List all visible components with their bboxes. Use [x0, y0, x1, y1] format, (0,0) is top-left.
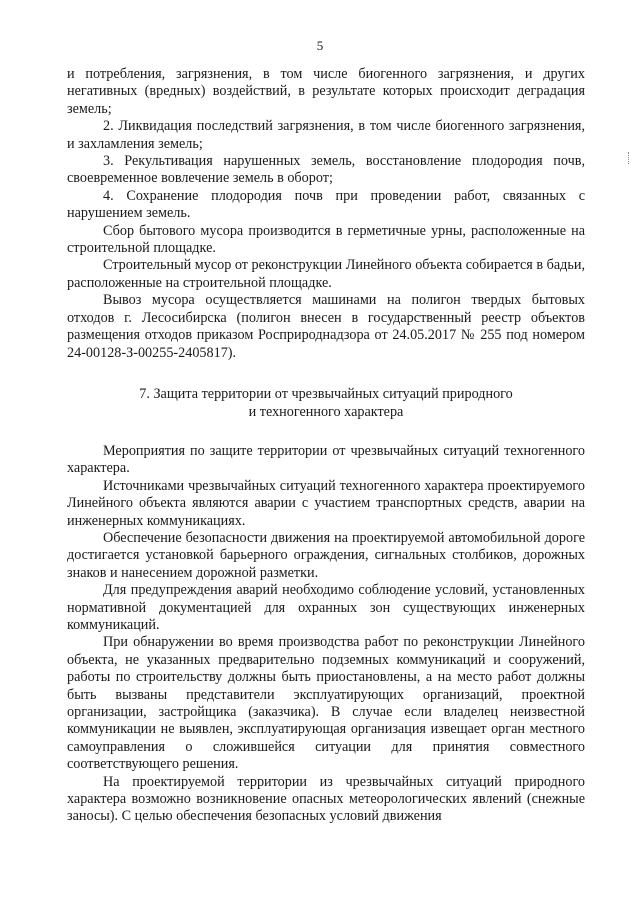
paragraph-natural-hazards: На проектируемой территории из чрезвычайных ситуаций природного характера возможно возникновение опасных метеорологических явлений (снежные заносы). С целью обеспечения безопасных условий движения [67, 773, 585, 825]
paragraph-measures: Мероприятия по защите территории от чрезвычайных ситуаций техногенного характера. [67, 442, 585, 477]
paragraph-item-2: 2. Ликвидация последствий загрязнения, в том числе биогенного загрязнения, и захламления земель; [67, 118, 585, 152]
paragraph-item-4: 4. Сохранение плодородия почв при проведении работ, связанных с нарушением земель. [67, 187, 585, 222]
section-heading [67, 385, 585, 421]
paragraph-traffic-safety: Обеспечение безопасности движения на проектируемой автомобильной дороге достигается установкой барьерного ограждения, сигнальных столбиков, дорожных знаков и нанесением дорожной разметки. [67, 529, 585, 581]
page-number: 5 [316, 38, 324, 53]
paragraph-item-3: 3. Рекультивация нарушенных земель, восстановление плодородия почв, своевременное вовлечение земель в оборот; [67, 153, 585, 187]
section-heading-line-2: и техногенного характера [248, 403, 404, 420]
paragraph-underground-utilities: При обнаружении во время производства работ по реконструкции Линейного объекта, не указанных предварительно подземных коммуникаций и сооружений, работы по строительству должны быть приостановлены, а на место работ должны быть вызваны представители эксплуатирующих организаций, проектной организации, застройщика (заказчика). В случае если владелец неизвестной коммуникации не выявлен, эксплуатирующая организация извещает орган местного самоуправления о сложившейся ситуации для принятия совместного соответствующего решения. [67, 634, 585, 773]
margin-binding-mark [628, 152, 630, 164]
paragraph-construction-waste: Строительный мусор от реконструкции Линейного объекта собирается в бадьи, расположенные на строительной площадке. [67, 257, 585, 291]
paragraph-sources: Источниками чрезвычайных ситуаций техногенного характера проектируемого Линейного объекта являются аварии с участием транспортных средств, аварии на инженерных коммуникациях. [67, 477, 585, 529]
paragraph-continuation: и потребления, загрязнения, в том числе биогенного загрязнения, и других негативных (вредных) воздействий, в результате которых происходит деградация земель; [67, 66, 585, 117]
paragraph-household-waste: Сбор бытового мусора производится в герметичные урны, расположенные на строительной площадке. [67, 222, 585, 257]
section-heading-line-1: 7. Защита территории от чрезвычайных ситуаций природного [139, 385, 513, 402]
document-body [67, 66, 585, 826]
paragraph-accident-prevention: Для предупреждения аварий необходимо соблюдение условий, установленных нормативной документацией для охранных зон существующих инженерных коммуникаций. [67, 582, 585, 633]
paragraph-waste-removal: Вывоз мусора осуществляется машинами на полигон твердых бытовых отходов г. Лесосибирска (полигон внесен в государственный реестр объектов размещения отходов приказом Росприроднадзора от 24.05.2017 № 255 под номером 24-00128-З-00255-2405817). [67, 292, 585, 361]
